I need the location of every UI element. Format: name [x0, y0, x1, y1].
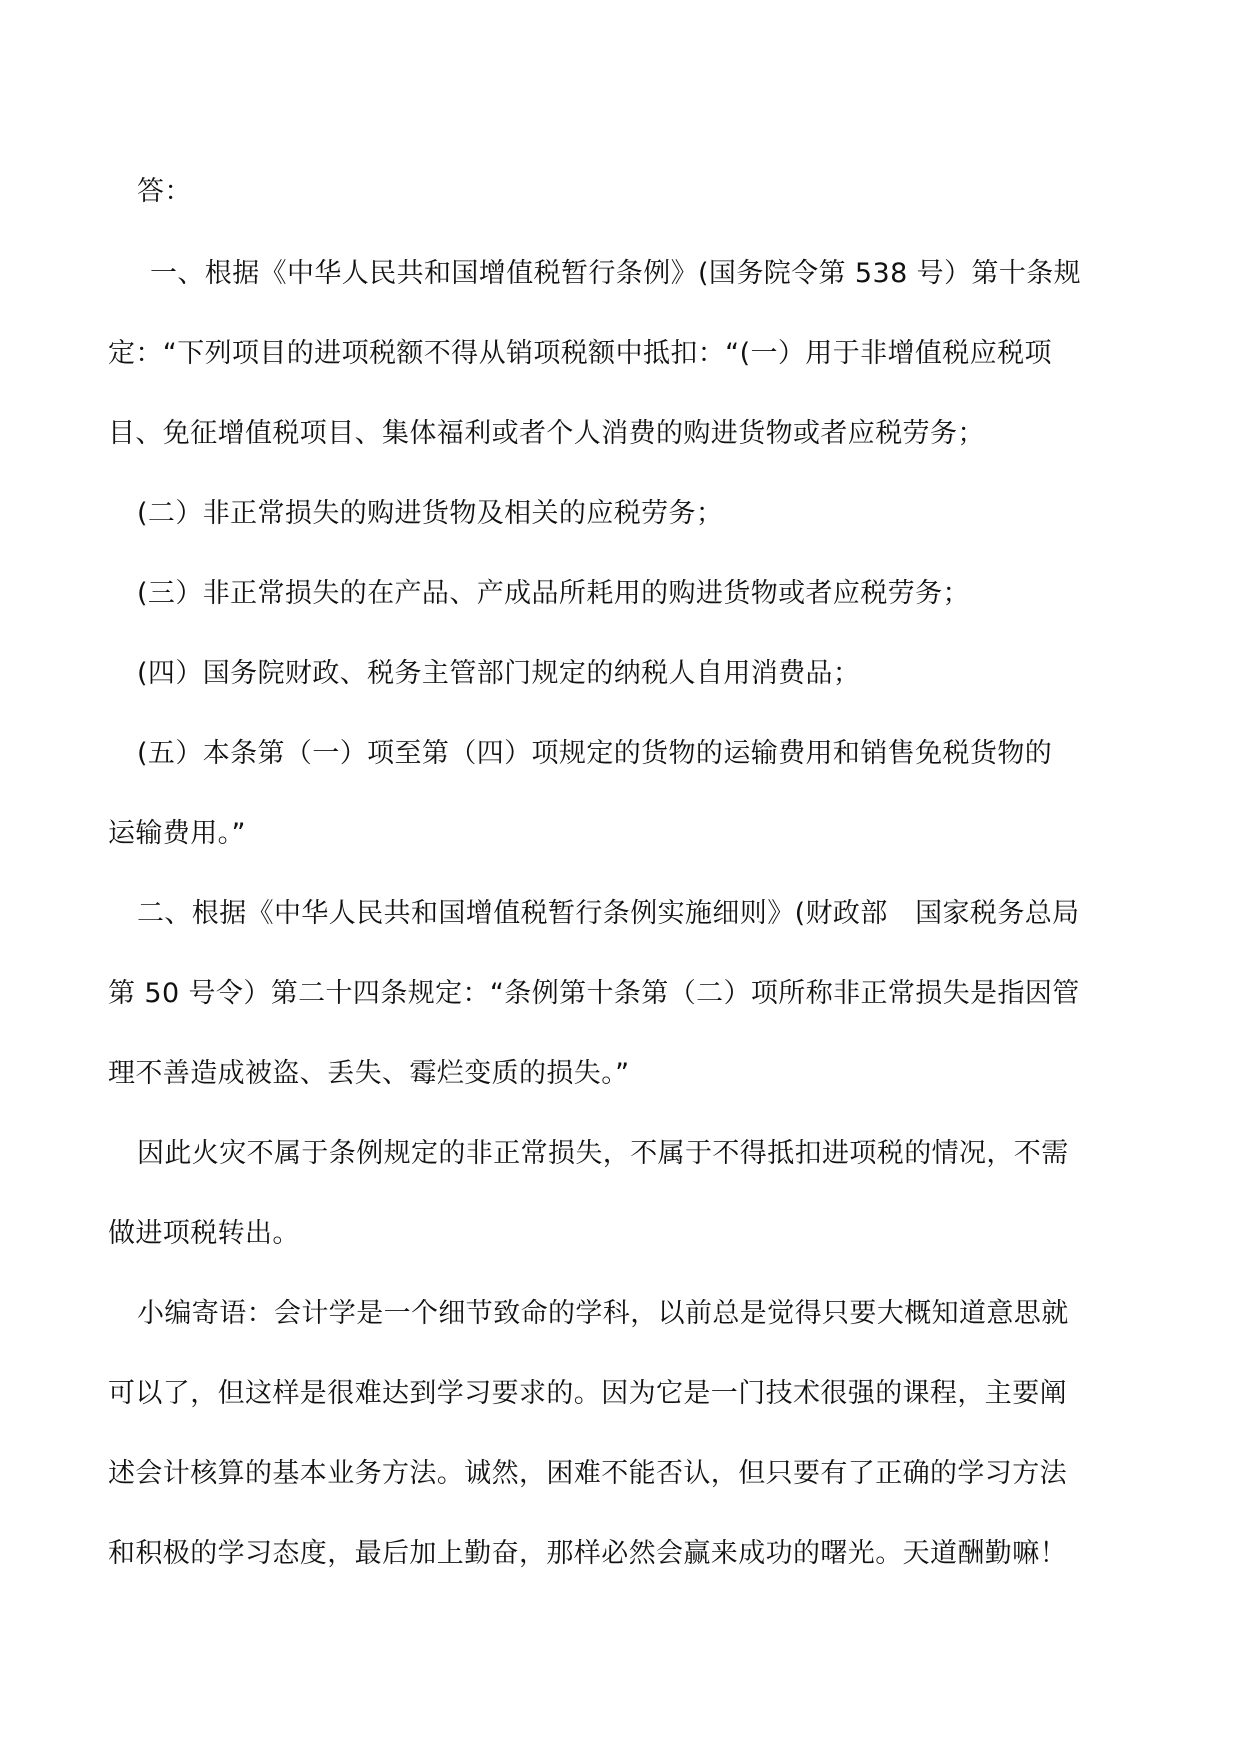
- paragraph-line: (三）非正常损失的在产品、产成品所耗用的购进货物或者应税劳务；: [137, 578, 970, 609]
- paragraph-line: 做进项税转出。: [108, 1218, 300, 1249]
- paragraph-line: 二、根据《中华人民共和国增值税暂行条例实施细则》(财政部 国家税务总局: [137, 898, 1080, 929]
- paragraph-line: 一、根据《中华人民共和国增值税暂行条例》(国务院令第 538 号）第十条规: [150, 258, 1082, 289]
- paragraph-line: (五）本条第（一）项至第（四）项规定的货物的运输费用和销售免税货物的: [137, 738, 1053, 769]
- paragraph-line: 目、免征增值税项目、集体福利或者个人消费的购进货物或者应税劳务；: [108, 418, 985, 449]
- paragraph-line: 理不善造成被盗、丢失、霉烂变质的损失。”: [108, 1058, 630, 1089]
- paragraph-line: 和积极的学习态度，最后加上勤奋，那样必然会赢来成功的曙光。天道酬勤嘛！: [108, 1538, 1067, 1569]
- paragraph-line: 因此火灾不属于条例规定的非正常损失，不属于不得抵扣进项税的情况，不需: [137, 1138, 1069, 1169]
- paragraph-line: 第 50 号令）第二十四条规定：“条例第十条第（二）项所称非正常损失是指因管: [108, 978, 1080, 1009]
- answer-heading: 答：: [137, 176, 192, 207]
- paragraph-line: 述会计核算的基本业务方法。诚然，困难不能否认，但只要有了正确的学习方法: [108, 1458, 1067, 1489]
- paragraph-line: (四）国务院财政、税务主管部门规定的纳税人自用消费品；: [137, 658, 861, 689]
- paragraph-line: 运输费用。”: [108, 818, 246, 849]
- paragraph-line: 可以了，但这样是很难达到学习要求的。因为它是一门技术很强的课程，主要阐: [108, 1378, 1067, 1409]
- paragraph-line: 小编寄语：会计学是一个细节致命的学科，以前总是觉得只要大概知道意思就: [137, 1298, 1069, 1329]
- paragraph-line: (二）非正常损失的购进货物及相关的应税劳务；: [137, 498, 724, 529]
- paragraph-line: 定：“下列项目的进项税额不得从销项税额中抵扣：“(一）用于非增值税应税项: [108, 338, 1052, 369]
